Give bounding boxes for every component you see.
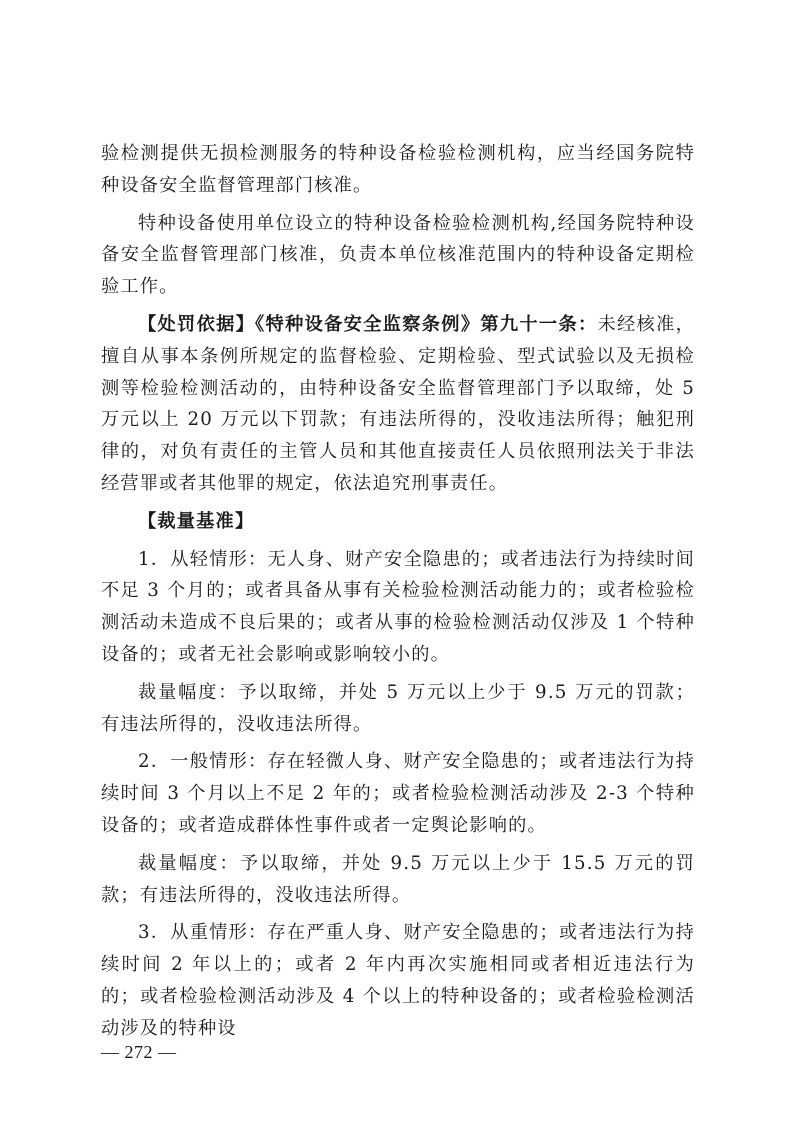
paragraph-penalty-basis xyxy=(101,309,695,500)
lenient-circumstances: 1．从轻情形：无人身、财产安全隐患的；或者违法行为持续时间不足 3 个月的；或者具备从事有关检验检测活动能力的；或者检验检测活动未造成不良后果的；或者从事的检验检测活动仅涉及 1 个特种设备的；或者无社会影响或影响较小的。 xyxy=(101,548,695,665)
lenient-range: 裁量幅度：予以取缔，并处 5 万元以上少于 9.5 万元的罚款；有违法所得的，没收违法所得。 xyxy=(101,681,695,735)
penalty-basis-text: 未经核准，擅自从事本条例所规定的监督检验、定期检验、型式试验以及无损检测等检验检测活动的，由特种设备安全监督管理部门予以取缔，处 5 万元以上 20 万元以下罚款；有违法所得的，没收违法所得；触犯刑律的，对负有责任的主管人员和其他直接责任人员依照刑法关于非法经营罪或者其他罪的规定，依法追究刑事责任。 xyxy=(101,313,695,494)
paragraph-1: 验检测提供无损检测服务的特种设备检验检测机构，应当经国务院特种设备安全监督管理部门核准。 xyxy=(101,143,695,196)
general-circumstances: 2．一般情形：存在轻微人身、财产安全隐患的；或者违法行为持续时间 3 个月以上不足 2 年的；或者检验检测活动涉及 2-3 个特种设备的；或者造成群体性事件或者一定舆论影响的。 xyxy=(101,751,695,836)
severe-circumstances: 3．从重情形：存在严重人身、财产安全隐患的；或者违法行为持续时间 2 年以上的；或者 2 年内再次实施相同或者相近违法行为的；或者检验检测活动涉及 4 个以上的特种设备的；或者检验检测活动涉及的特种设 xyxy=(101,922,695,1039)
penalty-basis-heading: 【处罚依据】《特种设备安全监察条例》第九十一条： xyxy=(138,313,598,335)
document-body xyxy=(101,138,695,1051)
page-number: — 272 — xyxy=(101,1042,177,1062)
discretion-standard-heading: 【裁量基准】 xyxy=(138,510,255,532)
paragraph-2: 特种设备使用单位设立的特种设备检验检测机构,经国务院特种设备安全监督管理部门核准，负责本单位核准范围内的特种设备定期检验工作。 xyxy=(101,212,695,298)
general-range: 裁量幅度：予以取缔，并处 9.5 万元以上少于 15.5 万元的罚款；有违法所得的，没收违法所得。 xyxy=(101,852,695,906)
